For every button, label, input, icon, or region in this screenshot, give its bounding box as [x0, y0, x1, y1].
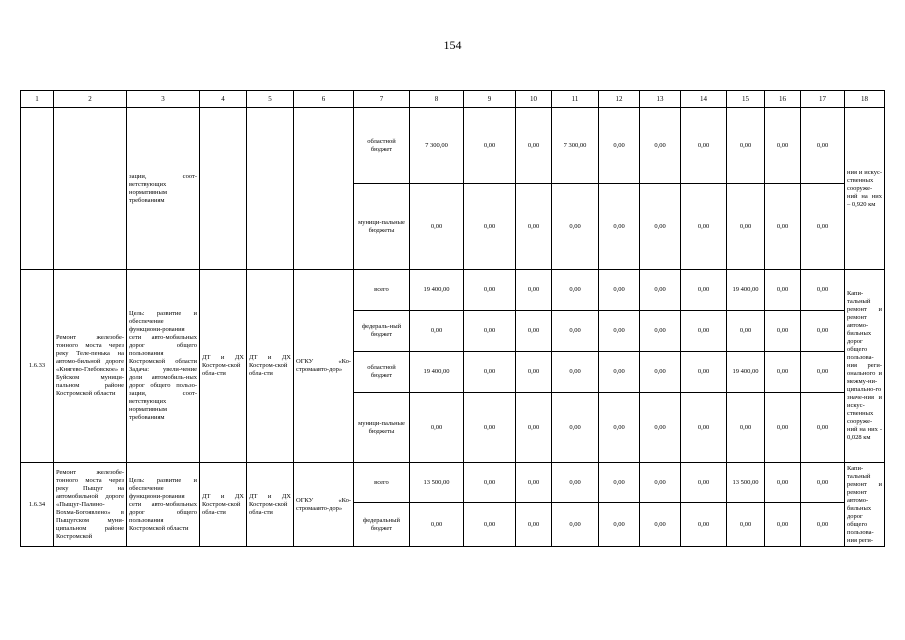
purpose-cell: зации, соот-ветствующих нормативным требованиям [127, 108, 200, 270]
col-number: 13 [640, 91, 681, 108]
amount-cell: 0,00 [516, 463, 552, 503]
page-number: 154 [443, 38, 462, 52]
amount-cell: 0,00 [410, 311, 464, 352]
col-number: 11 [552, 91, 599, 108]
amount-cell: 0,00 [464, 270, 516, 311]
table-row [21, 270, 885, 311]
amount-cell: 0,00 [681, 463, 727, 503]
amount-cell: 0,00 [464, 108, 516, 184]
amount-cell: 0,00 [640, 463, 681, 503]
amount-cell: 0,00 [681, 311, 727, 352]
col-number: 2 [54, 91, 127, 108]
program-activities-table [20, 90, 885, 547]
amount-cell: 0,00 [801, 270, 845, 311]
amount-cell: 0,00 [801, 503, 845, 547]
result-cell: ния и искус-ственных сооруже-ний на них – 0,920 км [845, 108, 885, 270]
amount-cell: 0,00 [681, 503, 727, 547]
result-cell: Капи-тальный ремонт и ремонт автомо-бильных дорог общего пользова-ния реги-онального и межму-ни-ципально-го значе-ния и искус-ственных сооруже-ний на них - 0,028 км [845, 270, 885, 463]
column-number-row [21, 91, 885, 108]
amount-cell: 0,00 [765, 184, 801, 270]
col-number: 14 [681, 91, 727, 108]
amount-cell: 0,00 [765, 352, 801, 393]
amount-cell: 0,00 [552, 270, 599, 311]
amount-cell: 0,00 [765, 108, 801, 184]
amount-cell: 13 500,00 [410, 463, 464, 503]
funding-source: муници-пальные бюджеты [354, 184, 410, 270]
col-number: 16 [765, 91, 801, 108]
col-number: 15 [727, 91, 765, 108]
empty-cell [54, 108, 127, 270]
main-manager-cell: ДТ и ДХ Костром-ской обла-сти [247, 270, 294, 463]
amount-cell: 0,00 [801, 463, 845, 503]
amount-cell: 0,00 [464, 393, 516, 463]
purpose-cell: Цель: развитие и обеспечение функциони-рования сети авто-мобильных дорог общего пользования Костромской области Задача: увели-чение доли автомобиль-ных дорог общего пользо-зации, соот-ветствующих нормативным требованиям [127, 270, 200, 463]
executor-cell: ОГКУ «Ко-стромаавто-дор» [294, 270, 354, 463]
amount-cell: 0,00 [801, 352, 845, 393]
amount-cell: 19 400,00 [410, 352, 464, 393]
main-manager-cell: ДТ и ДХ Костром-ской обла-сти [247, 463, 294, 547]
amount-cell: 0,00 [681, 352, 727, 393]
amount-cell: 0,00 [599, 270, 640, 311]
amount-cell: 0,00 [640, 270, 681, 311]
amount-cell: 19 400,00 [727, 352, 765, 393]
col-number: 6 [294, 91, 354, 108]
amount-cell: 0,00 [640, 352, 681, 393]
funding-source: федераль-ный бюджет [354, 311, 410, 352]
empty-cell [294, 108, 354, 270]
amount-cell: 0,00 [801, 311, 845, 352]
amount-cell: 0,00 [552, 184, 599, 270]
amount-cell: 0,00 [410, 393, 464, 463]
col-number: 10 [516, 91, 552, 108]
amount-cell: 0,00 [464, 503, 516, 547]
col-number: 1 [21, 91, 54, 108]
amount-cell: 0,00 [552, 463, 599, 503]
amount-cell: 0,00 [552, 503, 599, 547]
item-number: 1.6.34 [21, 463, 54, 547]
amount-cell: 13 500,00 [727, 463, 765, 503]
funding-source: федеральный бюджет [354, 503, 410, 547]
amount-cell: 0,00 [801, 393, 845, 463]
amount-cell: 0,00 [765, 311, 801, 352]
empty-cell [21, 108, 54, 270]
amount-cell: 0,00 [599, 108, 640, 184]
col-number: 9 [464, 91, 516, 108]
amount-cell: 0,00 [464, 463, 516, 503]
amount-cell: 0,00 [552, 311, 599, 352]
amount-cell: 0,00 [681, 393, 727, 463]
amount-cell: 0,00 [681, 108, 727, 184]
amount-cell: 0,00 [727, 311, 765, 352]
amount-cell: 0,00 [599, 311, 640, 352]
amount-cell: 19 400,00 [727, 270, 765, 311]
empty-cell [200, 108, 247, 270]
amount-cell: 0,00 [640, 311, 681, 352]
amount-cell: 0,00 [640, 108, 681, 184]
funding-source: областной бюджет [354, 108, 410, 184]
table-row [21, 108, 885, 184]
amount-cell: 0,00 [727, 108, 765, 184]
amount-cell: 0,00 [516, 311, 552, 352]
amount-cell: 0,00 [640, 503, 681, 547]
amount-cell: 0,00 [599, 463, 640, 503]
amount-cell: 0,00 [516, 108, 552, 184]
funding-source: муници-пальные бюджеты [354, 393, 410, 463]
customer-cell: ДТ и ДХ Костром-ской обла-сти [200, 270, 247, 463]
amount-cell: 0,00 [516, 184, 552, 270]
item-name: Ремонт железобе-тонного моста через реку Пыщуг на автомобильной дороге «Пыщуг-Палино-Вохма-Богоявлено» в Пыщугском муни-ципальном районе Костромской [54, 463, 127, 547]
amount-cell: 0,00 [801, 108, 845, 184]
customer-cell: ДТ и ДХ Костром-ской обла-сти [200, 463, 247, 547]
col-number: 3 [127, 91, 200, 108]
funding-source: областной бюджет [354, 352, 410, 393]
amount-cell: 0,00 [727, 393, 765, 463]
empty-cell [247, 108, 294, 270]
amount-cell: 0,00 [727, 184, 765, 270]
amount-cell: 0,00 [727, 503, 765, 547]
table-row [21, 463, 885, 503]
amount-cell: 7 300,00 [410, 108, 464, 184]
amount-cell: 0,00 [464, 311, 516, 352]
amount-cell: 0,00 [765, 393, 801, 463]
amount-cell: 7 300,00 [552, 108, 599, 184]
amount-cell: 0,00 [765, 270, 801, 311]
col-number: 7 [354, 91, 410, 108]
executor-cell: ОГКУ «Ко-стромаавто-дор» [294, 463, 354, 547]
item-number: 1.6.33 [21, 270, 54, 463]
col-number: 4 [200, 91, 247, 108]
amount-cell: 0,00 [681, 184, 727, 270]
amount-cell: 19 400,00 [410, 270, 464, 311]
amount-cell: 0,00 [681, 270, 727, 311]
amount-cell: 0,00 [516, 393, 552, 463]
amount-cell: 0,00 [765, 463, 801, 503]
col-number: 8 [410, 91, 464, 108]
amount-cell: 0,00 [516, 352, 552, 393]
amount-cell: 0,00 [599, 184, 640, 270]
amount-cell: 0,00 [765, 503, 801, 547]
amount-cell: 0,00 [552, 393, 599, 463]
amount-cell: 0,00 [801, 184, 845, 270]
col-number: 17 [801, 91, 845, 108]
result-cell: Капи-тальный ремонт и ремонт автомо-бильных дорог общего пользова-ния реги- [845, 463, 885, 547]
amount-cell: 0,00 [640, 184, 681, 270]
amount-cell: 0,00 [464, 184, 516, 270]
col-number: 18 [845, 91, 885, 108]
amount-cell: 0,00 [410, 184, 464, 270]
funding-source: всего [354, 270, 410, 311]
col-number: 12 [599, 91, 640, 108]
amount-cell: 0,00 [552, 352, 599, 393]
amount-cell: 0,00 [464, 352, 516, 393]
col-number: 5 [247, 91, 294, 108]
item-name: Ремонт железобе-тонного моста через реку Теле-пенька на автомо-бильной дороге «Княгево-Глебовское» в Буйском муници-пальном районе Костромской области [54, 270, 127, 463]
amount-cell: 0,00 [640, 393, 681, 463]
amount-cell: 0,00 [599, 352, 640, 393]
amount-cell: 0,00 [599, 393, 640, 463]
purpose-cell: Цель: развитие и обеспечение функциони-рования сети авто-мобильных дорог общего пользования Костромской области [127, 463, 200, 547]
funding-source: всего [354, 463, 410, 503]
amount-cell: 0,00 [516, 503, 552, 547]
amount-cell: 0,00 [516, 270, 552, 311]
amount-cell: 0,00 [410, 503, 464, 547]
amount-cell: 0,00 [599, 503, 640, 547]
